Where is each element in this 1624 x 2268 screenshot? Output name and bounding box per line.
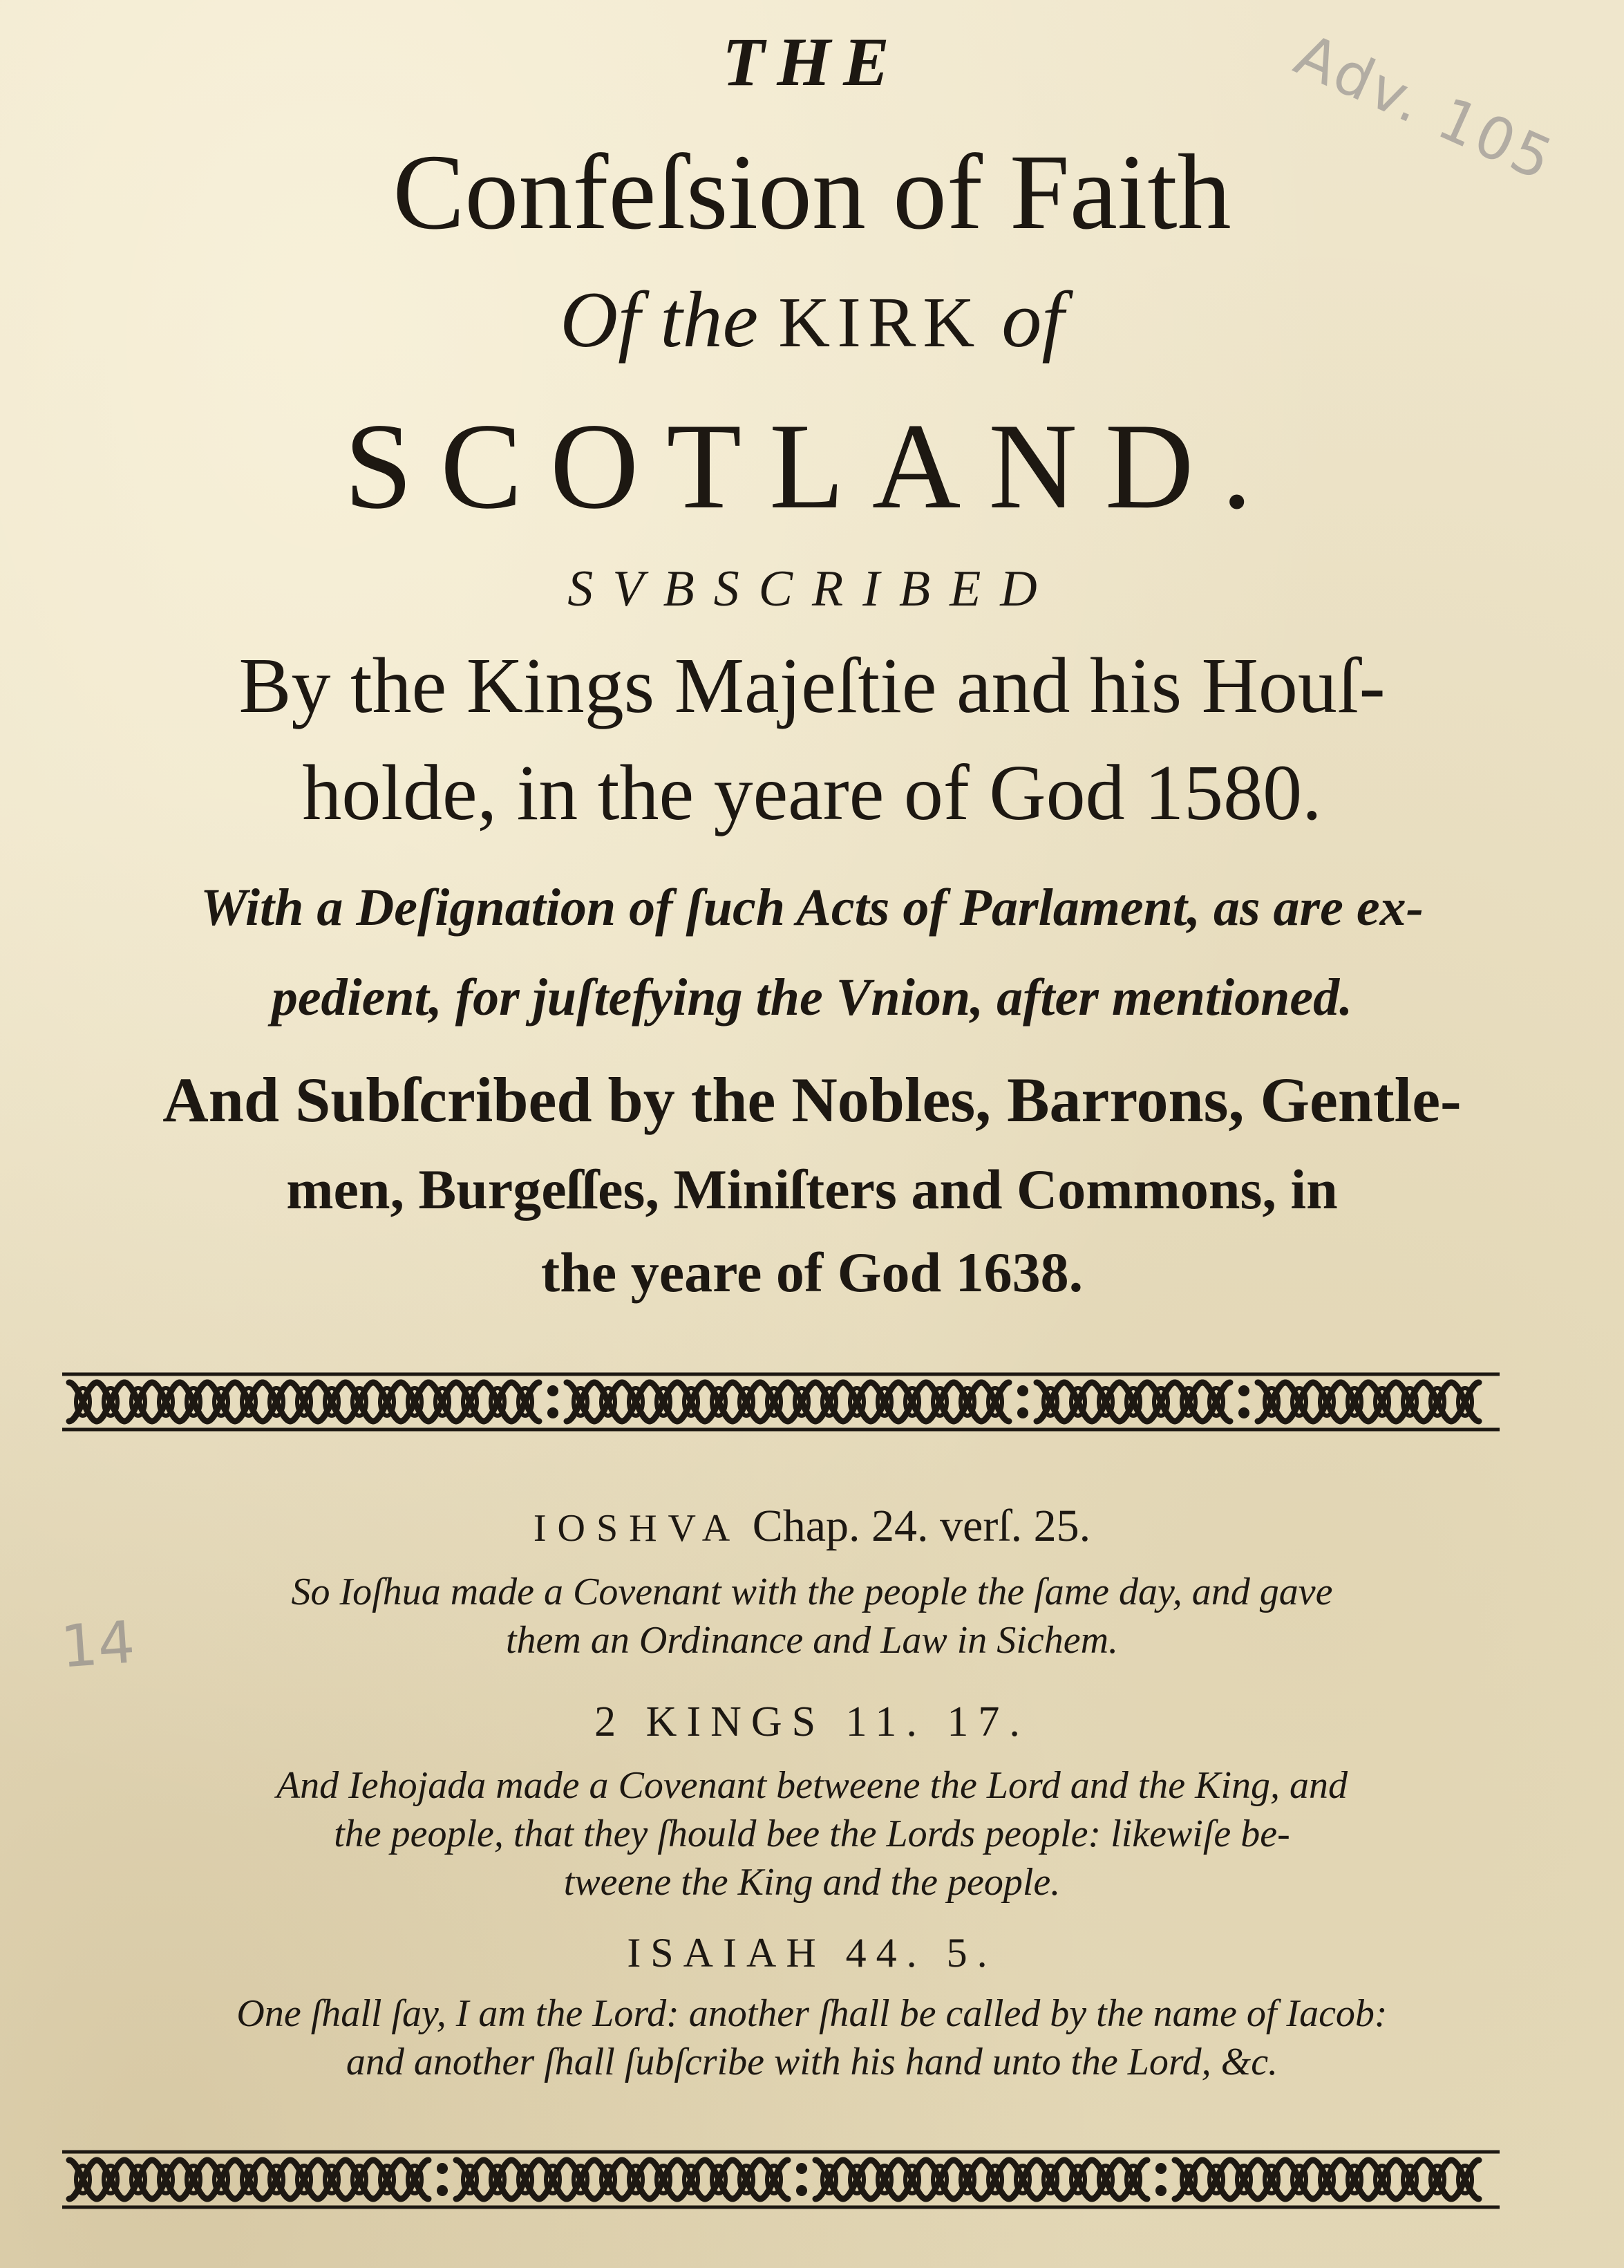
knotwork-ornament-bottom — [62, 2146, 1500, 2213]
designation-line-2 — [0, 968, 1624, 1027]
joshua-text-2 — [0, 1621, 1624, 1660]
joshua-text-1 — [0, 1573, 1624, 1611]
designation-line-1 — [0, 879, 1624, 937]
isaiah-text-2-text: and another ſhall ſubſcribe with his hand unto the Lord, &c. — [346, 2041, 1278, 2083]
designation-line-2-text: pedient, for juſtefying the Vnion, after mentioned. — [271, 968, 1353, 1027]
title-scotland — [0, 397, 1624, 534]
isaiah-text-1-text: One ſhall ſay, I am the Lord: another ſhall be called by the name of Iacob: — [236, 1992, 1388, 2035]
nobles-line-1 — [0, 1065, 1624, 1135]
kings-reference — [0, 1700, 1624, 1743]
subscribed-heading — [0, 563, 1624, 615]
joshua-text-1-text: So Ioſhua made a Covenant with the people the ſame day, and gave — [291, 1571, 1333, 1613]
kings-text-2-text: the people, that they ſhould bee the Lords people: likewiſe be- — [334, 1812, 1290, 1855]
subscribed-line-1-text: By the Kings Majeſtie and his Houſ- — [238, 641, 1386, 729]
nobles-line-2-text: men, Burgeſſes, Miniſters and Commons, in — [286, 1158, 1338, 1221]
isaiah-reference — [0, 1932, 1624, 1974]
subscribed-line-2 — [0, 749, 1624, 836]
nobles-line-3-text: the yeare of God 1638. — [540, 1241, 1084, 1304]
subscribed-line-2-text: holde, in the yeare of God 1580. — [302, 749, 1322, 836]
kings-text-1-text: And Iehojada made a Covenant betweene the Lord and the King, and — [276, 1764, 1348, 1807]
pencil-shelfmark: Adv. 105 — [1285, 21, 1565, 195]
title-kirk-text: KIRK — [778, 283, 982, 362]
title-main-text: Confeſsion of Faith — [393, 132, 1231, 252]
joshua-ref-rest: Chap. 24. verſ. 25. — [752, 1501, 1091, 1551]
designation-line-1-text: With a Deſignation of ſuch Acts of Parlament, as are ex- — [200, 879, 1424, 937]
title-of-the-kirk-of — [0, 276, 1624, 364]
title-pre — [0, 24, 1624, 100]
kings-text-2 — [0, 1812, 1624, 1855]
joshua-text-2-text: them an Ordinance and Law in Sichem. — [505, 1619, 1119, 1662]
joshua-reference — [0, 1503, 1624, 1549]
kings-text-3-text: tweene the King and the people. — [563, 1861, 1061, 1904]
nobles-line-1-text: And Subſcribed by the Nobles, Barrons, Gentle- — [162, 1065, 1462, 1135]
nobles-line-2 — [0, 1158, 1624, 1221]
nobles-line-3 — [0, 1241, 1624, 1304]
title-of-text: Of the — [560, 276, 759, 364]
title-of2-text: of — [1001, 276, 1064, 364]
isaiah-text-1 — [0, 1994, 1624, 2033]
isaiah-ref-text: ISAIAH 44. 5. — [627, 1930, 997, 1976]
kings-text-1 — [0, 1766, 1624, 1805]
kings-ref-text: 2 KINGS 11. 17. — [594, 1698, 1030, 1745]
title-scotland-text: SCOTLAND. — [344, 397, 1280, 534]
knotwork-ornament-top — [62, 1369, 1500, 1435]
title-main — [0, 132, 1624, 252]
subscribed-heading-text: SVBSCRIBED — [567, 561, 1057, 617]
kings-text-3 — [0, 1863, 1624, 1902]
pencil-margin-number: 14 — [58, 1608, 138, 1681]
title-pre-text: THE — [722, 24, 902, 100]
joshua-ref-book: IOSHVA — [533, 1507, 742, 1550]
isaiah-text-2 — [0, 2043, 1624, 2081]
subscribed-line-1 — [0, 641, 1624, 729]
